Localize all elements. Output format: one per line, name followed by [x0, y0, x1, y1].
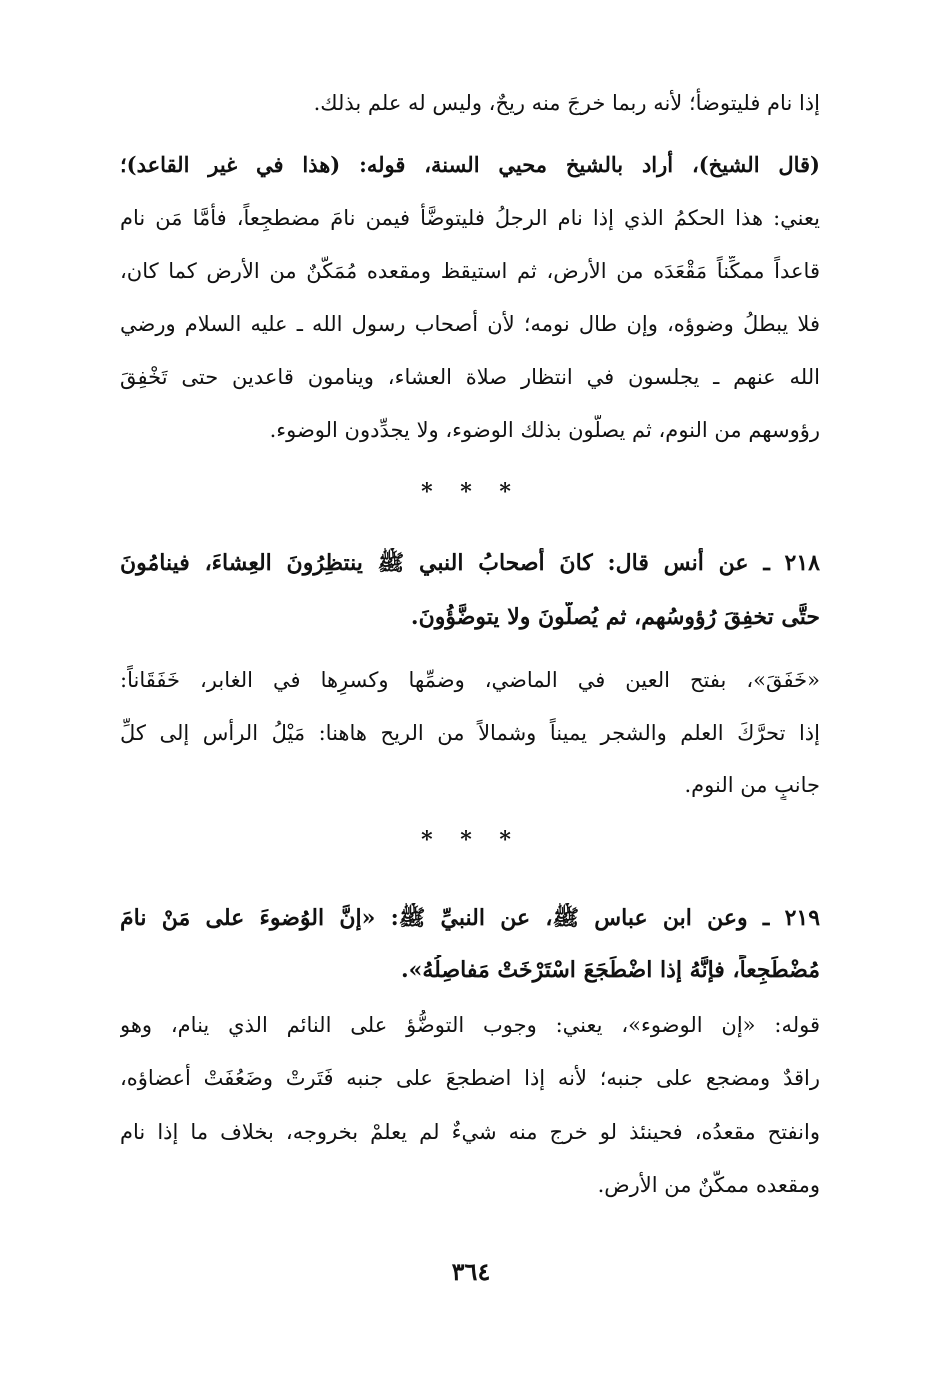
paragraph-2-line-6: رؤوسهم من النوم، ثم يصلُّون بذلك الوضوء، ولا يجدِّدون الوضوء. [269, 418, 820, 442]
commentary-219-line-2: راقدٌ ومضجع على جنبه؛ لأنه إذا اضطجعَ على جنبه فَتَرتْ وضَعُفَتْ أعضاؤه، [120, 1066, 820, 1090]
page-number: ٣٦٤ [451, 1257, 491, 1286]
hadith-219-line-2: مُضْطَجِعاً، فإنَّهُ إذا اضْطَجَعَ اسْتَرْخَتْ مَفاصِلُهُ». [400, 957, 820, 983]
paragraph-2-line-4: فلا يبطلُ وضوؤه، وإن طال نومه؛ لأن أصحاب رسول الله ـ عليه السلام ورضي [120, 312, 820, 336]
commentary-218-line-1: «خَفَقَ»، بفتح العين في الماضي، وضمِّها وكسرِها في الغابر، خَفَقَاناً: [120, 668, 820, 692]
paragraph-2-line-2: يعني: هذا الحكمُ الذي إذا نام الرجلُ فليتوضَّأْ فيمن نامَ مضطجِعاً، فأمَّا مَن نام [120, 206, 820, 230]
hadith-218-line-1: ٢١٨ ـ عن أنس قال: كانَ أصحابُ النبي ﷺ ينتظِرُونَ العِشاءَ، فينامُونَ [120, 550, 820, 576]
commentary-218-line-3: جانبٍ من النوم. [684, 773, 820, 797]
hadith-218-line-2: حتَّى تخفِقَ رُؤوسُهم، ثم يُصلُّونَ ولا يتوضَّؤُونَ. [410, 604, 820, 630]
paragraph-2-line-5: الله عنهم ـ يجلسون في انتظار صلاة العشاء، وينامون قاعدين حتى تَخْفِقَ [120, 365, 820, 389]
section-divider: * * * [421, 479, 521, 505]
commentary-219-line-4: ومقعده ممكَّنٌ من الأرض. [597, 1173, 820, 1197]
section-divider: * * * [421, 827, 521, 853]
paragraph-1-line-1: إذا نام فليتوضأ؛ لأنه ربما خرجَ منه ريحٌ، وليس له علم بذلك. [313, 91, 820, 115]
commentary-219-line-1: قوله: «إن الوضوء»، يعني: وجوب التوضُّؤ على النائم الذي ينام، وهو [120, 1013, 820, 1037]
paragraph-2-line-1: (قال الشيخ)، أراد بالشيخ محيي السنة، قوله: (هذا في غير القاعد)؛ [120, 152, 820, 177]
hadith-219-line-1: ٢١٩ ـ وعن ابن عباس ﷺ، عن النبيِّ ﷺ: «إنَّ الوُضوءَ على مَنْ نامَ [120, 905, 820, 931]
paragraph-2-line-3: قاعداً ممكِّناً مَقْعَدَه من الأرض، ثم استيقظ ومقعده مُمَكَّنٌ من الأرض كما كان، [120, 259, 820, 283]
commentary-218-line-2: إذا تحرَّكَ العلم والشجر يميناً وشمالاً من الريح هاهنا: مَيْلُ الرأس إلى كلِّ [120, 721, 820, 745]
commentary-219-line-3: وانفتح مقعدُه، فحينئذ لو خرج منه شيءٌ لم يعلمْ بخروجه، بخلاف ما إذا نام [120, 1120, 820, 1144]
